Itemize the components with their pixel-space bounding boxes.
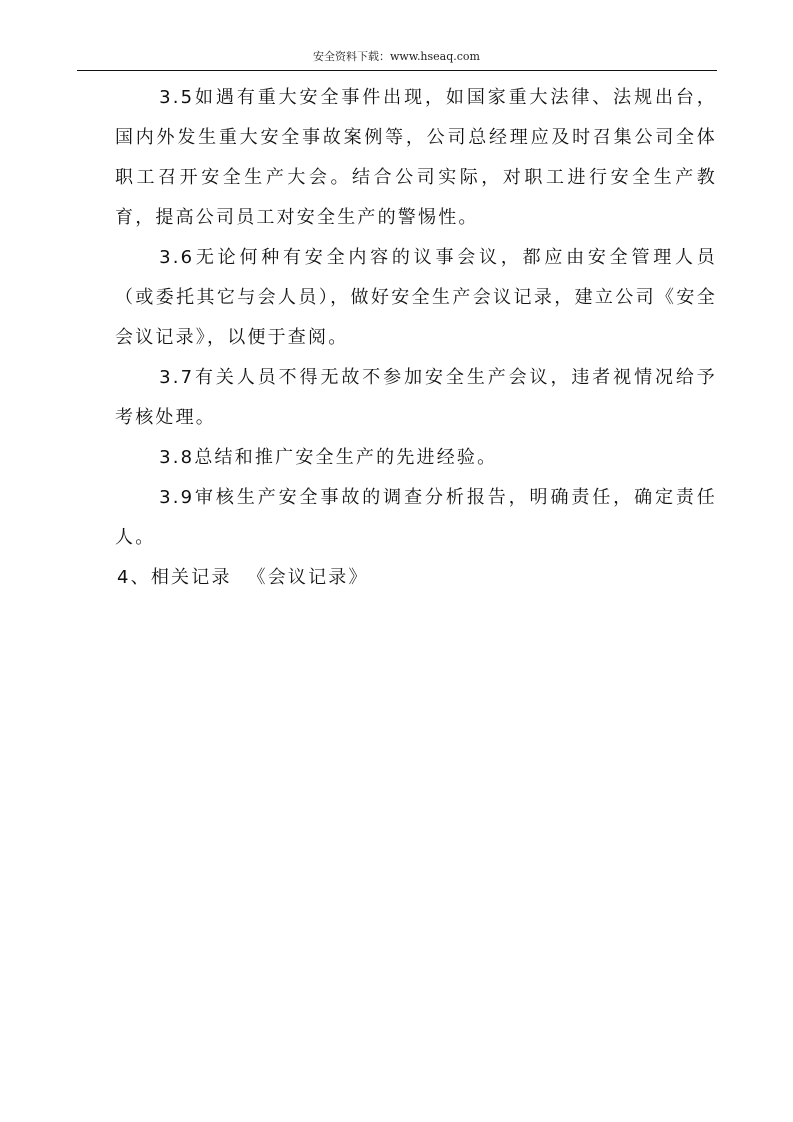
page-header: 安全资料下载：www.hseaq.com [313, 50, 480, 63]
related-records-line: 4、相关记录 《会议记录》 [117, 567, 369, 588]
paragraph-3-7: 3.7有关人员不得无故不参加安全生产会议，违者视情况给予考核处理。 [115, 367, 717, 428]
paragraph-3-6: 3.6无论何种有安全内容的议事会议，都应由安全管理人员（或委托其它与会人员），做好安全生产会议记录，建立公司《安全会议记录》，以便于查阅。 [115, 247, 717, 348]
paragraph-3-8: 3.8总结和推广安全生产的先进经验。 [159, 447, 498, 468]
paragraph-3-5: 3.5如遇有重大安全事件出现，如国家重大法律、法规出台，国内外发生重大安全事故案例等，公司总经理应及时召集公司全体职工召开安全生产大会。结合公司实际，对职工进行安全生产教育，提高公司员工对安全生产的警惕性。 [115, 87, 717, 228]
header-divider [77, 70, 717, 71]
paragraph-3-9: 3.9审核生产安全事故的调查分析报告，明确责任，确定责任人。 [115, 487, 717, 548]
document-body [115, 78, 717, 598]
